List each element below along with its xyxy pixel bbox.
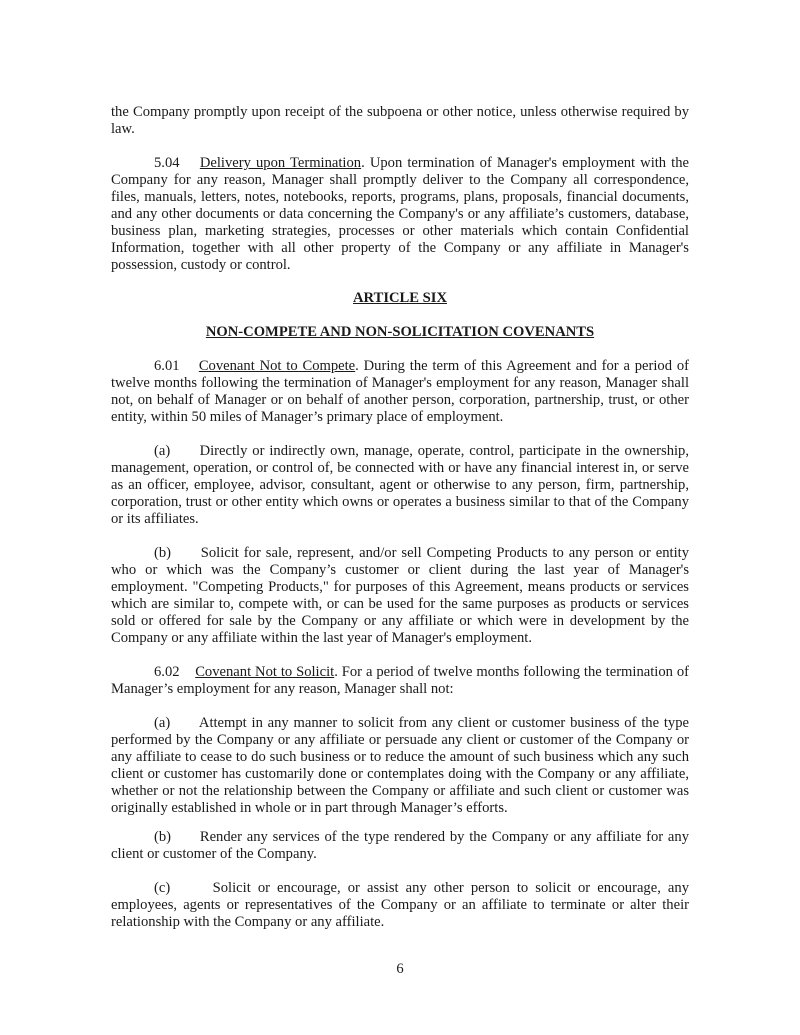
subsection-label: (a) bbox=[154, 443, 171, 459]
paragraph-text: the Company promptly upon receipt of the subpoena or other notice, unless otherwise required by law. bbox=[111, 104, 689, 137]
section-6-02 bbox=[111, 664, 689, 698]
section-body: . For a period of twelve months following the termination of Manager’s employment for any reason, Manager shall not: bbox=[111, 664, 690, 697]
section-number: 6.01 bbox=[154, 358, 180, 374]
subsection-body: Directly or indirectly own, manage, operate, control, participate in the ownership, management, operation, or control of, be connected with or have any financial interest in, or serve as an officer, employee, advisor, consultant, agent or otherwise to any person, firm, partnership, corporation, trust or other entity which owns or operates a business similar to that of the Company or its affiliates. bbox=[111, 443, 689, 527]
subsection-6-01-a bbox=[111, 443, 689, 528]
subsection-6-02-a bbox=[111, 715, 689, 817]
subsection-label: (b) bbox=[154, 829, 172, 845]
subsection-body: Attempt in any manner to solicit from any client or customer business of the type performed by the Company or any affiliate or persuade any client or customer of the Company or any affiliate to cease to do such business or to reduce the amount of such business which any such client or customer has customarily done or contemplates doing with the Company or any affiliate, whether or not the relationship between the Company or affiliate and such client or customer was originally established in whole or in part through Manager’s efforts. bbox=[111, 715, 689, 816]
subsection-label: (a) bbox=[154, 715, 171, 731]
article-heading: ARTICLE SIX bbox=[353, 290, 447, 306]
section-number: 5.04 bbox=[154, 155, 180, 171]
subsection-body: Solicit for sale, represent, and/or sell Competing Products to any person or entity who or which was the Company’s customer or client during the last year of Manager's employment. "Competing Products," for purposes of this Agreement, means products or services which are similar to, compete with, or can be used for the same purposes as products or services sold or offered for sale by the Company or any affiliate or which were in development by the Company or any affiliate within the last year of Manager's employment. bbox=[111, 545, 689, 646]
subsection-6-02-b bbox=[111, 829, 689, 863]
section-title: Delivery upon Termination bbox=[199, 155, 362, 171]
subsection-label: (b) bbox=[154, 545, 172, 561]
paragraph-continuation bbox=[111, 104, 689, 138]
subsection-body: Render any services of the type rendered by the Company or any affiliate for any client or customer of the Company. bbox=[111, 829, 690, 862]
subsection-body: Solicit or encourage, or assist any other person to solicit or encourage, any employees, agents or representatives of the Company or an affiliate to terminate or alter their relationship with the Company or any affiliate. bbox=[111, 880, 689, 930]
section-body: . During the term of this Agreement and for a period of twelve months following the termination of Manager's employment for any reason, Manager shall not, on behalf of Manager or on behalf of another person, corporation, partnership, trust, or other entity, within 50 miles of Manager’s primary place of employment. bbox=[111, 358, 689, 425]
subsection-label: (c) bbox=[154, 880, 171, 896]
subsection-6-02-c bbox=[111, 880, 689, 931]
section-title: Covenant Not to Compete bbox=[198, 358, 356, 374]
article-subheading: NON-COMPETE AND NON-SOLICITATION COVENANTS bbox=[205, 324, 595, 340]
section-number: 6.02 bbox=[154, 664, 180, 680]
section-body: . Upon termination of Manager's employment with the Company for any reason, Manager shall promptly deliver to the Company all correspondence, files, manuals, letters, notes, notebooks, reports, programs, plans, proposals, financial documents, and any other documents or data concerning the Company's or any affiliate’s customers, database, business plan, marketing strategies, processes or other materials which contain Confidential Information, together with all other property of the Company or any affiliate in Manager's possession, custody or control. bbox=[111, 155, 690, 273]
section-5-04 bbox=[111, 155, 689, 274]
section-6-01 bbox=[111, 358, 689, 426]
subsection-6-01-b bbox=[111, 545, 689, 647]
section-title: Covenant Not to Solicit bbox=[195, 664, 335, 680]
page-number: 6 bbox=[396, 961, 404, 977]
